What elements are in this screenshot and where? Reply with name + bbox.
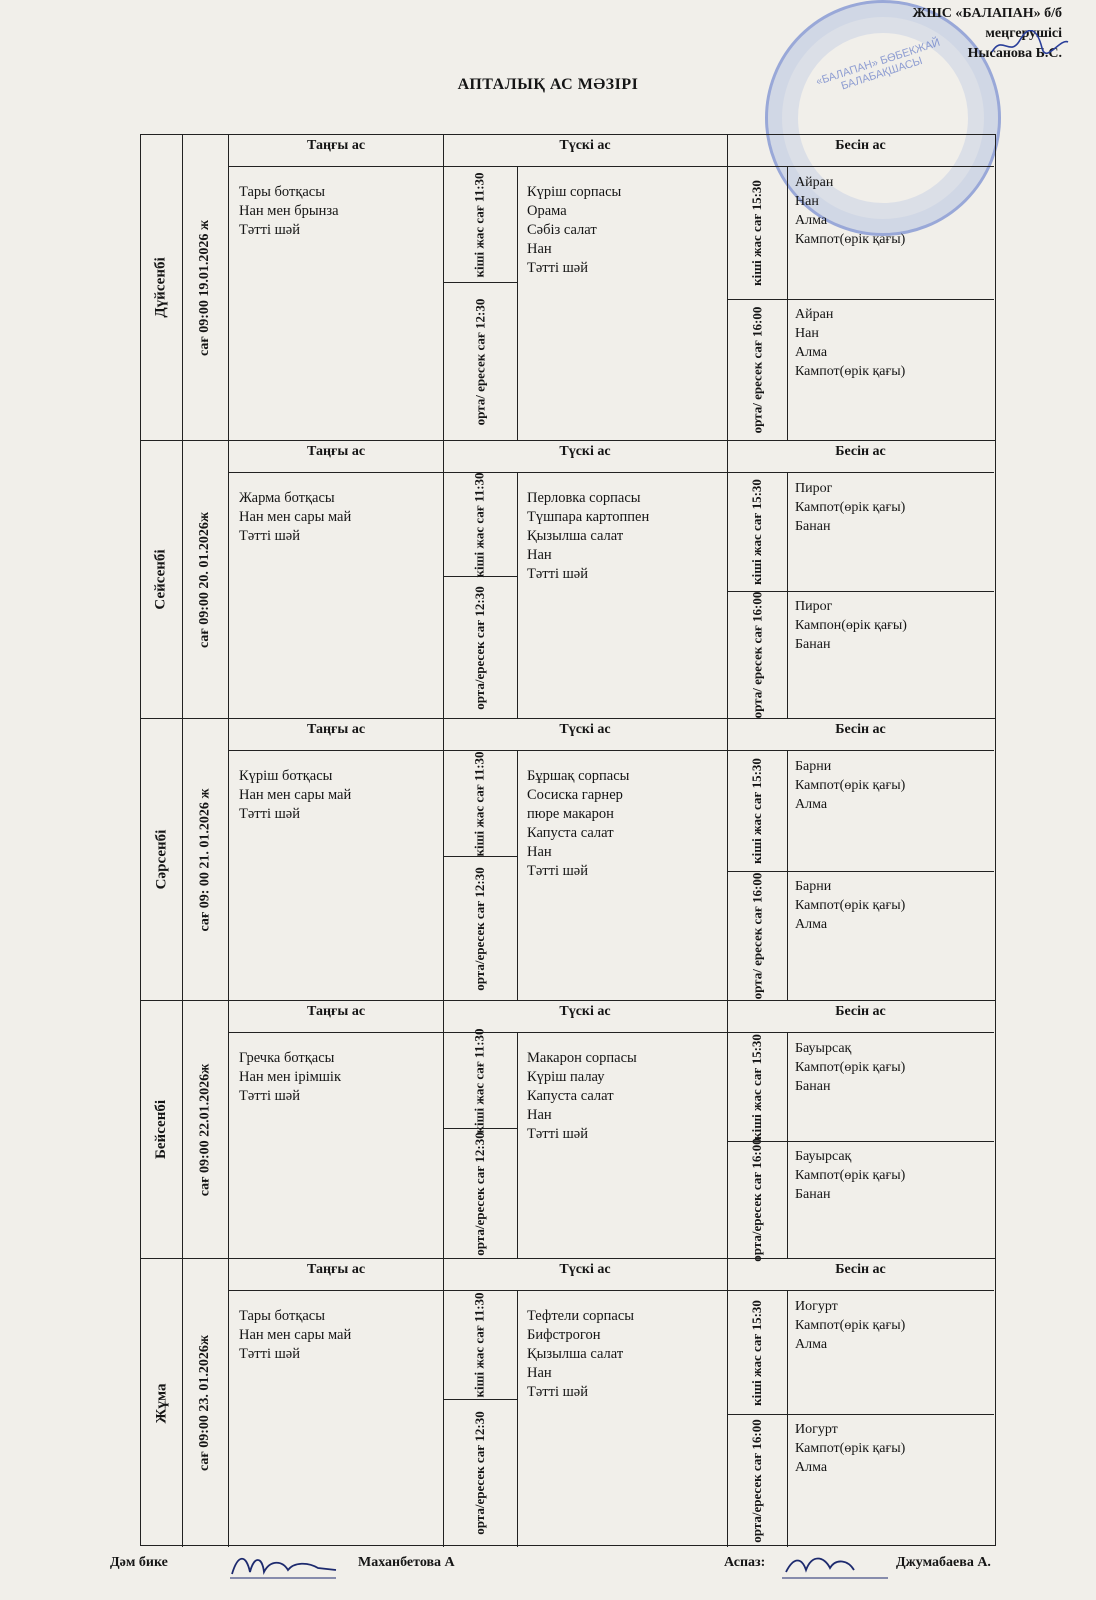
- weekly-menu-table: [140, 134, 996, 1546]
- time-date: сағ 09:00 20. 01.2026ж: [197, 511, 213, 648]
- lunch-old-cell: [443, 1128, 517, 1259]
- day-name: Дүйсенбі: [153, 257, 169, 318]
- row-divider: [443, 1399, 517, 1400]
- lunch-item: Тефтели сорпасы: [527, 1308, 635, 1324]
- snack-young-cell: [727, 751, 787, 871]
- breakfast-item: Тәтті шәй: [239, 806, 300, 822]
- lunch-old-label: орта/ересек сағ 12:30: [472, 866, 487, 991]
- lunch-item: Тәтті шәй: [527, 1126, 588, 1142]
- lunch-item: Бифстрогон: [527, 1327, 601, 1343]
- breakfast-item: Нан мен брынза: [239, 203, 339, 219]
- snack-old-cell: [727, 299, 787, 441]
- lunch-item: Қызылша салат: [527, 528, 624, 544]
- snack-old-label: орта/ ересек сағ 16:00: [749, 872, 764, 1000]
- lunch-item: Сосиска гарнер: [527, 787, 623, 803]
- snack-item: Иогурт: [795, 1299, 838, 1314]
- lunch-item: Нан: [527, 844, 552, 860]
- snack-item: Алма: [795, 917, 828, 932]
- snack-item: Банан: [795, 519, 831, 534]
- snack-item: Кампот(өрік қағы): [795, 364, 906, 379]
- lunch-menu: [517, 1033, 727, 1258]
- lunch-menu: [517, 1291, 727, 1547]
- lunch-header: Түскі ас: [443, 1259, 727, 1291]
- snack-young-cell: [727, 473, 787, 591]
- time-date-cell: [183, 1259, 229, 1547]
- snack-item: Кампот(өрік қағы): [795, 1318, 906, 1333]
- snack-old-menu: [787, 299, 994, 441]
- snack-item: Кампот(өрік қағы): [795, 500, 906, 515]
- breakfast-item: Тәтті шәй: [239, 1346, 300, 1362]
- approval-role: меңгерушісі: [985, 26, 1062, 41]
- row-divider: [443, 282, 517, 283]
- nurse-signature: [228, 1548, 338, 1584]
- snack-item: Иогурт: [795, 1422, 838, 1437]
- snack-item: Банан: [795, 1079, 831, 1094]
- lunch-young-label: кіші жас сағ 11:30: [472, 1292, 487, 1398]
- snack-header: Бесін ас: [727, 1259, 994, 1291]
- snack-young-label: кіші жас сағ 15:30: [749, 479, 765, 585]
- lunch-old-label: орта/ересек сағ 12:30: [472, 1131, 487, 1256]
- day-block-3: [141, 719, 995, 1001]
- snack-item: Барни: [795, 759, 832, 774]
- breakfast-item: Тәтті шәй: [239, 528, 300, 544]
- approval-org: ЖШС «БАЛАПАН» б/б: [912, 6, 1062, 21]
- snack-item: Кампот(өрік қағы): [795, 898, 906, 913]
- snack-item: Алма: [795, 1460, 828, 1475]
- lunch-old-cell: [443, 1399, 517, 1547]
- snack-item: Нан: [795, 326, 819, 341]
- day-name-cell: [141, 441, 183, 718]
- lunch-item: Орама: [527, 203, 567, 219]
- day-name-cell: [141, 1259, 183, 1547]
- lunch-item: Перловка сорпасы: [527, 490, 641, 506]
- lunch-item: Макарон сорпасы: [527, 1050, 637, 1066]
- breakfast-menu: [229, 751, 443, 1000]
- breakfast-item: Нан мен сары май: [239, 509, 352, 525]
- snack-header: Бесін ас: [727, 719, 994, 751]
- director-signature: [990, 30, 1070, 60]
- row-divider: [443, 576, 517, 577]
- snack-old-cell: [727, 871, 787, 1001]
- breakfast-menu: [229, 167, 443, 440]
- snack-old-label: орта/ересек сағ 16:00: [749, 1418, 764, 1543]
- page-title: АПТАЛЫҚ АС МӘЗІРІ: [457, 76, 639, 93]
- breakfast-item: Тәтті шәй: [239, 1088, 300, 1104]
- time-date: сағ 09: 00 21. 01.2026 ж: [197, 787, 213, 932]
- time-date-cell: [183, 1001, 229, 1258]
- lunch-item: Бұршақ сорпасы: [527, 768, 630, 784]
- approval-name: Нысанова Б.С.: [967, 46, 1062, 61]
- snack-old-menu: [787, 1141, 994, 1259]
- cook-label: Аспаз:: [724, 1555, 766, 1570]
- lunch-young-label: кіші жас сағ 11:30: [472, 1027, 487, 1134]
- snack-old-menu: [787, 871, 994, 1001]
- breakfast-menu: [229, 1033, 443, 1258]
- lunch-young-label: кіші жас сағ 11:30: [472, 750, 487, 857]
- snack-old-label: орта/ ересек сағ 16:00: [749, 591, 764, 719]
- lunch-header: Түскі ас: [443, 441, 727, 473]
- row-divider: [443, 856, 517, 857]
- breakfast-item: Тары ботқасы: [239, 1308, 325, 1324]
- snack-young-label: кіші жас сағ 15:30: [749, 1299, 765, 1406]
- day-name-cell: [141, 135, 183, 440]
- snack-item: Кампот(өрік қағы): [795, 1060, 906, 1075]
- row-divider: [443, 1128, 517, 1129]
- snack-old-label: орта/ересек сағ 16:00: [749, 1138, 764, 1262]
- day-name: Бейсенбі: [153, 1099, 169, 1160]
- snack-young-menu: [787, 1033, 994, 1141]
- snack-header: Бесін ас: [727, 135, 994, 167]
- breakfast-item: Күріш ботқасы: [239, 768, 333, 784]
- snack-item: Алма: [795, 213, 828, 228]
- snack-young-cell: [727, 1033, 787, 1141]
- cook-signature: [780, 1548, 890, 1584]
- snack-old-menu: [787, 591, 994, 719]
- lunch-item: Тәтті шәй: [527, 566, 588, 582]
- breakfast-item: Гречка ботқасы: [239, 1050, 335, 1066]
- breakfast-item: Тәтті шәй: [239, 222, 300, 238]
- snack-header: Бесін ас: [727, 1001, 994, 1033]
- snack-young-menu: [787, 1291, 994, 1414]
- lunch-item: Күріш палау: [527, 1069, 605, 1085]
- breakfast-header: Таңғы ас: [229, 1259, 443, 1291]
- snack-young-menu: [787, 473, 994, 591]
- breakfast-header: Таңғы ас: [229, 441, 443, 473]
- day-name: Жұма: [152, 1383, 169, 1423]
- lunch-old-cell: [443, 576, 517, 719]
- lunch-item: пюре макарон: [527, 806, 614, 822]
- lunch-item: Капуста салат: [527, 1088, 614, 1104]
- snack-item: Кампот(өрік қағы): [795, 1441, 906, 1456]
- snack-young-cell: [727, 1291, 787, 1414]
- breakfast-header: Таңғы ас: [229, 1001, 443, 1033]
- lunch-header: Түскі ас: [443, 1001, 727, 1033]
- snack-old-cell: [727, 1414, 787, 1547]
- lunch-young-cell: [443, 473, 517, 576]
- day-name: Сәрсенбі: [153, 829, 169, 890]
- snack-old-label: орта/ ересек сағ 16:00: [749, 306, 764, 434]
- breakfast-header: Таңғы ас: [229, 719, 443, 751]
- lunch-item: Тәтті шәй: [527, 260, 588, 276]
- snack-item: Кампот(өрік қағы): [795, 778, 906, 793]
- lunch-young-cell: [443, 1027, 517, 1134]
- day-name: Сейсенбі: [153, 549, 169, 610]
- lunch-old-cell: [443, 856, 517, 1001]
- snack-item: Кампон(өрік қағы): [795, 618, 907, 633]
- snack-young-cell: [727, 167, 787, 299]
- lunch-item: Қызылша салат: [527, 1346, 624, 1362]
- lunch-young-label: кіші жас сағ 11:30: [472, 171, 487, 278]
- time-date: сағ 09:00 19.01.2026 ж: [197, 219, 213, 356]
- snack-item: Пирог: [795, 481, 833, 496]
- lunch-menu: [517, 751, 727, 1000]
- snack-item: Банан: [795, 1187, 831, 1202]
- snack-item: Кампот(өрік қағы): [795, 1168, 906, 1183]
- snack-item: Айран: [795, 307, 834, 322]
- snack-item: Бауырсақ: [795, 1041, 852, 1056]
- day-block-5: [141, 1259, 995, 1547]
- snack-item: Банан: [795, 637, 831, 652]
- nurse-name: Маханбетова А: [358, 1555, 455, 1570]
- lunch-old-cell: [443, 282, 517, 441]
- breakfast-menu: [229, 1291, 443, 1547]
- breakfast-item: Тары ботқасы: [239, 184, 325, 200]
- day-block-2: [141, 441, 995, 719]
- lunch-old-label: орта/ересек сағ 12:30: [472, 1411, 487, 1535]
- snack-item: Барни: [795, 879, 832, 894]
- snack-item: Алма: [795, 345, 828, 360]
- lunch-header: Түскі ас: [443, 135, 727, 167]
- lunch-item: Нан: [527, 241, 552, 257]
- snack-young-label: кіші жас сағ 15:30: [749, 180, 765, 286]
- snack-item: Алма: [795, 1337, 828, 1352]
- lunch-item: Капуста салат: [527, 825, 614, 841]
- breakfast-header: Таңғы ас: [229, 135, 443, 167]
- day-name-cell: [141, 1001, 183, 1258]
- breakfast-item: Нан мен сары май: [239, 787, 352, 803]
- time-date-cell: [183, 719, 229, 1000]
- lunch-item: Нан: [527, 1107, 552, 1123]
- snack-item: Пирог: [795, 599, 833, 614]
- nurse-label: Дәм бике: [110, 1555, 168, 1570]
- snack-young-label: кіші жас сағ 15:30: [749, 1034, 765, 1140]
- lunch-young-cell: [443, 751, 517, 856]
- time-date-cell: [183, 441, 229, 718]
- snack-young-label: кіші жас сағ 15:30: [749, 758, 765, 864]
- time-date: сағ 09:00 23. 01.2026ж: [197, 1334, 213, 1472]
- snack-old-cell: [727, 591, 787, 719]
- snack-item: Кампот(өрік қағы): [795, 232, 906, 247]
- snack-item: Айран: [795, 175, 834, 190]
- lunch-header: Түскі ас: [443, 719, 727, 751]
- lunch-old-label: орта/ересек сағ 12:30: [472, 585, 487, 710]
- day-block-4: [141, 1001, 995, 1262]
- lunch-item: Нан: [527, 547, 552, 563]
- breakfast-item: Жарма ботқасы: [239, 490, 335, 506]
- lunch-item: Тәтті шәй: [527, 863, 588, 879]
- breakfast-item: Нан мен ірімшік: [239, 1069, 342, 1085]
- breakfast-menu: [229, 473, 443, 718]
- cook-name: Джумабаева А.: [896, 1555, 991, 1570]
- lunch-young-label: кіші жас сағ 11:30: [472, 471, 487, 578]
- time-date: сағ 09:00 22.01.2026ж: [197, 1063, 213, 1196]
- snack-old-menu: [787, 1414, 994, 1547]
- lunch-item: Нан: [527, 1365, 552, 1381]
- snack-young-menu: [787, 167, 994, 299]
- lunch-menu: [517, 167, 727, 440]
- snack-old-cell: [727, 1138, 787, 1262]
- lunch-item: Түшпара картоппен: [527, 509, 650, 525]
- lunch-young-cell: [443, 167, 517, 282]
- snack-header: Бесін ас: [727, 441, 994, 473]
- lunch-young-cell: [443, 1291, 517, 1399]
- lunch-old-label: орта/ ересек сағ 12:30: [472, 298, 487, 425]
- lunch-item: Тәтті шәй: [527, 1384, 588, 1400]
- lunch-menu: [517, 473, 727, 718]
- day-name-cell: [141, 719, 183, 1000]
- breakfast-item: Нан мен сары май: [239, 1327, 352, 1343]
- snack-item: Нан: [795, 194, 819, 209]
- time-date-cell: [183, 135, 229, 440]
- seal-lettering: «БАЛАПАН» БӨБЕКЖАЙ БАЛАБАҚШАСЫ: [814, 36, 942, 93]
- snack-item: Алма: [795, 797, 828, 812]
- snack-item: Бауырсақ: [795, 1149, 852, 1164]
- snack-young-menu: [787, 751, 994, 871]
- lunch-item: Сәбіз салат: [527, 222, 597, 238]
- day-block-1: [141, 135, 995, 441]
- lunch-item: Күріш сорпасы: [527, 184, 622, 200]
